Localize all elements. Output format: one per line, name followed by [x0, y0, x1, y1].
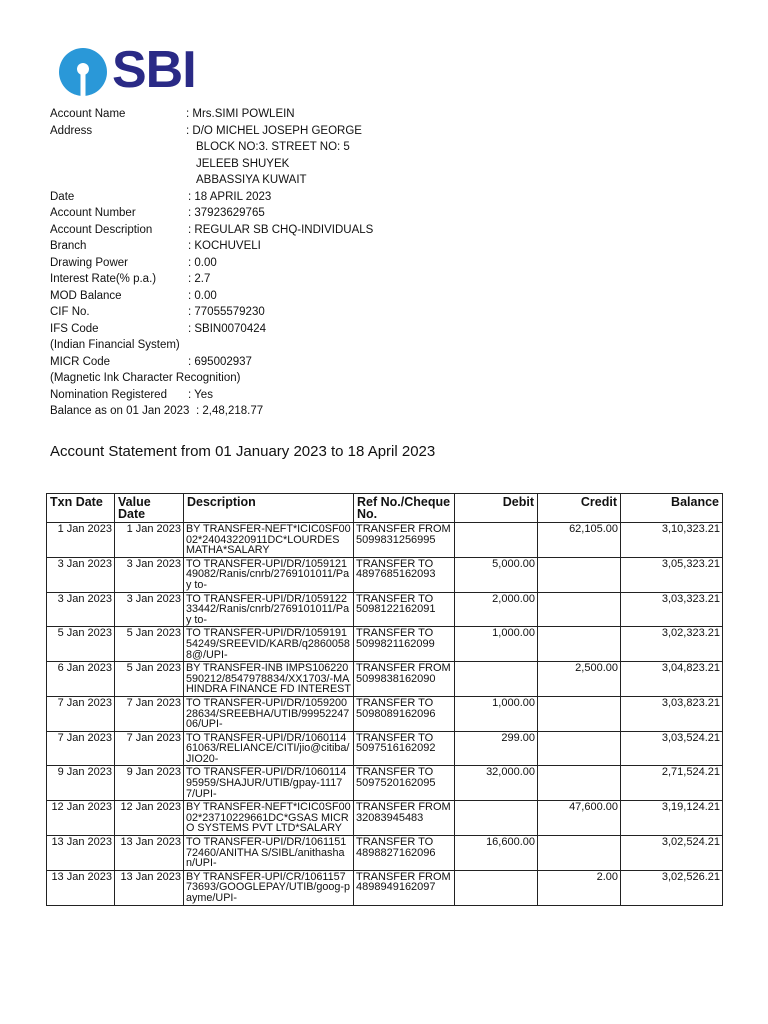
date-label: Date	[50, 190, 75, 203]
cell-txn-date: 9 Jan 2023	[47, 766, 115, 801]
cell-debit	[455, 523, 538, 558]
cell-ref: TRANSFER TO 5098089162096	[354, 696, 455, 731]
cell-credit: 62,105.00	[538, 523, 621, 558]
cell-value-date: 3 Jan 2023	[115, 592, 184, 627]
table-row	[47, 662, 723, 697]
cell-value-date: 7 Jan 2023	[115, 696, 184, 731]
ifs-value: : SBIN0070424	[188, 322, 267, 335]
cell-balance: 3,02,526.21	[621, 870, 723, 905]
account-name-value: : Mrs.SIMI POWLEIN	[186, 108, 295, 120]
cif-value: : 77055579230	[188, 306, 265, 318]
account-description-label: Account Description	[50, 223, 153, 236]
cell-balance: 3,03,323.21	[621, 592, 723, 627]
cell-description: BY TRANSFER-INB IMPS106220590212/8547978834/XX1703/-MAHINDRA FINANCE FD INTEREST	[184, 662, 354, 697]
cell-description: TO TRANSFER-UPI/DR/105919154249/SREEVID/KARB/q28600588@/UPI-	[184, 627, 354, 662]
nomination-label: Nomination Registered	[50, 388, 167, 401]
statement-title: Account Statement from 01 January 2023 to 18 April 2023	[50, 443, 436, 460]
cell-credit: 2,500.00	[538, 662, 621, 697]
account-number-label: Account Number	[50, 207, 136, 219]
cell-balance: 3,10,323.21	[621, 523, 723, 558]
cell-debit: 1,000.00	[455, 627, 538, 662]
mod-balance-label: MOD Balance	[50, 289, 122, 302]
header-ref: Ref No./Cheque No.	[354, 494, 455, 523]
date-value: : 18 APRIL 2023	[188, 190, 272, 203]
address-label: Address	[50, 124, 93, 137]
table-row	[47, 870, 723, 905]
micr-label: MICR Code	[50, 355, 111, 368]
cell-txn-date: 12 Jan 2023	[47, 801, 115, 836]
cell-credit	[538, 766, 621, 801]
cell-credit	[538, 627, 621, 662]
opening-balance-label: Balance as on 01 Jan 2023	[50, 405, 190, 417]
table-row	[47, 592, 723, 627]
header-value-date: Value Date	[115, 494, 184, 523]
cell-value-date: 9 Jan 2023	[115, 766, 184, 801]
micr-value: : 695002937	[188, 355, 252, 368]
cell-balance: 3,02,524.21	[621, 836, 723, 871]
cell-debit	[455, 801, 538, 836]
cell-balance: 2,71,524.21	[621, 766, 723, 801]
account-number-value: : 37923629765	[188, 207, 265, 219]
cell-credit	[538, 696, 621, 731]
cell-balance: 3,03,524.21	[621, 731, 723, 766]
cell-balance: 3,05,323.21	[621, 557, 723, 592]
cell-description: TO TRANSFER-UPI/DR/106115172460/ANITHA S/SIBL/anithashan/UPI-	[184, 836, 354, 871]
transactions-body	[47, 523, 723, 906]
cell-credit	[538, 557, 621, 592]
opening-balance-value: : 2,48,218.77	[196, 405, 264, 417]
cell-credit: 2.00	[538, 870, 621, 905]
cell-balance: 3,02,323.21	[621, 627, 723, 662]
cell-ref: TRANSFER TO 5097520162095	[354, 766, 455, 801]
cell-ref: TRANSFER FROM 5099831256995	[354, 523, 455, 558]
cif-label: CIF No.	[50, 306, 90, 318]
cell-debit: 1,000.00	[455, 696, 538, 731]
cell-ref: TRANSFER FROM 32083945483	[354, 801, 455, 836]
cell-value-date: 3 Jan 2023	[115, 557, 184, 592]
cell-description: BY TRANSFER-NEFT*ICIC0SF0002*23710229661DC*GSAS MICRO SYSTEMS PVT LTD*SALARY	[184, 801, 354, 836]
cell-debit	[455, 662, 538, 697]
header-credit: Credit	[538, 494, 621, 523]
transactions-table	[46, 493, 723, 906]
cell-description: TO TRANSFER-UPI/DR/106011495959/SHAJUR/UTIB/gpay-11177/UPI-	[184, 766, 354, 801]
nomination-value: : Yes	[188, 388, 213, 401]
cell-credit	[538, 731, 621, 766]
cell-debit: 2,000.00	[455, 592, 538, 627]
cell-credit	[538, 592, 621, 627]
interest-rate-label: Interest Rate(% p.a.)	[50, 273, 157, 285]
address-line-3: JELEEB SHUYEK	[196, 157, 290, 170]
cell-ref: TRANSFER FROM 4898949162097	[354, 870, 455, 905]
header-txn-date: Txn Date	[47, 494, 115, 523]
branch-value: : KOCHUVELI	[188, 240, 261, 252]
cell-description: TO TRANSFER-UPI/DR/105920028634/SREEBHA/UTIB/9995224706/UPI-	[184, 696, 354, 731]
cell-ref: TRANSFER TO 5099821162099	[354, 627, 455, 662]
header-debit: Debit	[455, 494, 538, 523]
cell-description: TO TRANSFER-UPI/DR/106011461063/RELIANCE/CITI/jio@citiba/JIO20-	[184, 731, 354, 766]
cell-credit: 47,600.00	[538, 801, 621, 836]
cell-ref: TRANSFER TO 5097516162092	[354, 731, 455, 766]
cell-value-date: 5 Jan 2023	[115, 662, 184, 697]
cell-txn-date: 3 Jan 2023	[47, 557, 115, 592]
drawing-power-label: Drawing Power	[50, 256, 128, 269]
cell-value-date: 12 Jan 2023	[115, 801, 184, 836]
cell-description: TO TRANSFER-UPI/DR/105912233442/Ranis/cnrb/2769101011/Pay to-	[184, 592, 354, 627]
ifs-note: (Indian Financial System)	[50, 339, 180, 351]
cell-credit	[538, 836, 621, 871]
cell-ref: TRANSFER TO 4897685162093	[354, 557, 455, 592]
header-description: Description	[184, 494, 354, 523]
cell-debit: 16,600.00	[455, 836, 538, 871]
cell-debit: 32,000.00	[455, 766, 538, 801]
table-row	[47, 731, 723, 766]
cell-balance: 3,03,823.21	[621, 696, 723, 731]
cell-description: BY TRANSFER-NEFT*ICIC0SF0002*24043220911DC*LOURDES MATHA*SALARY	[184, 523, 354, 558]
cell-txn-date: 1 Jan 2023	[47, 523, 115, 558]
cell-description: BY TRANSFER-UPI/CR/106115773693/GOOGLEPAY/UTIB/goog-payme/UPI-	[184, 870, 354, 905]
sbi-keyhole-icon	[58, 47, 108, 97]
drawing-power-value: : 0.00	[188, 256, 217, 269]
table-row	[47, 836, 723, 871]
table-row	[47, 766, 723, 801]
cell-debit	[455, 870, 538, 905]
table-row	[47, 696, 723, 731]
cell-txn-date: 3 Jan 2023	[47, 592, 115, 627]
address-line-4: ABBASSIYA KUWAIT	[196, 174, 307, 186]
account-description-value: : REGULAR SB CHQ-INDIVIDUALS	[188, 223, 374, 236]
cell-txn-date: 13 Jan 2023	[47, 870, 115, 905]
cell-ref: TRANSFER FROM 5099838162090	[354, 662, 455, 697]
cell-ref: TRANSFER TO 5098122162091	[354, 592, 455, 627]
cell-value-date: 1 Jan 2023	[115, 523, 184, 558]
table-row	[47, 523, 723, 558]
table-row	[47, 627, 723, 662]
cell-txn-date: 7 Jan 2023	[47, 696, 115, 731]
address-line-1: : D/O MICHEL JOSEPH GEORGE	[186, 124, 362, 137]
cell-txn-date: 6 Jan 2023	[47, 662, 115, 697]
cell-txn-date: 7 Jan 2023	[47, 731, 115, 766]
cell-value-date: 5 Jan 2023	[115, 627, 184, 662]
branch-label: Branch	[50, 240, 87, 252]
cell-value-date: 13 Jan 2023	[115, 836, 184, 871]
ifs-label: IFS Code	[50, 322, 99, 335]
address-line-2: BLOCK NO:3. STREET NO: 5	[196, 141, 350, 153]
interest-rate-value: : 2.7	[188, 273, 211, 285]
header-balance: Balance	[621, 494, 723, 523]
account-name-label: Account Name	[50, 108, 126, 120]
cell-value-date: 7 Jan 2023	[115, 731, 184, 766]
sbi-logo-text: SBI	[112, 41, 196, 99]
cell-balance: 3,04,823.21	[621, 662, 723, 697]
micr-note: (Magnetic Ink Character Recognition)	[50, 372, 241, 384]
cell-description: TO TRANSFER-UPI/DR/105912149082/Ranis/cnrb/2769101011/Pay to-	[184, 557, 354, 592]
cell-balance: 3,19,124.21	[621, 801, 723, 836]
cell-debit: 5,000.00	[455, 557, 538, 592]
mod-balance-value: : 0.00	[188, 289, 217, 302]
sbi-logo	[58, 41, 208, 99]
table-row	[47, 557, 723, 592]
cell-txn-date: 13 Jan 2023	[47, 836, 115, 871]
table-header-row	[47, 494, 723, 523]
cell-debit: 299.00	[455, 731, 538, 766]
cell-value-date: 13 Jan 2023	[115, 870, 184, 905]
cell-txn-date: 5 Jan 2023	[47, 627, 115, 662]
table-row	[47, 801, 723, 836]
cell-ref: TRANSFER TO 4898827162096	[354, 836, 455, 871]
